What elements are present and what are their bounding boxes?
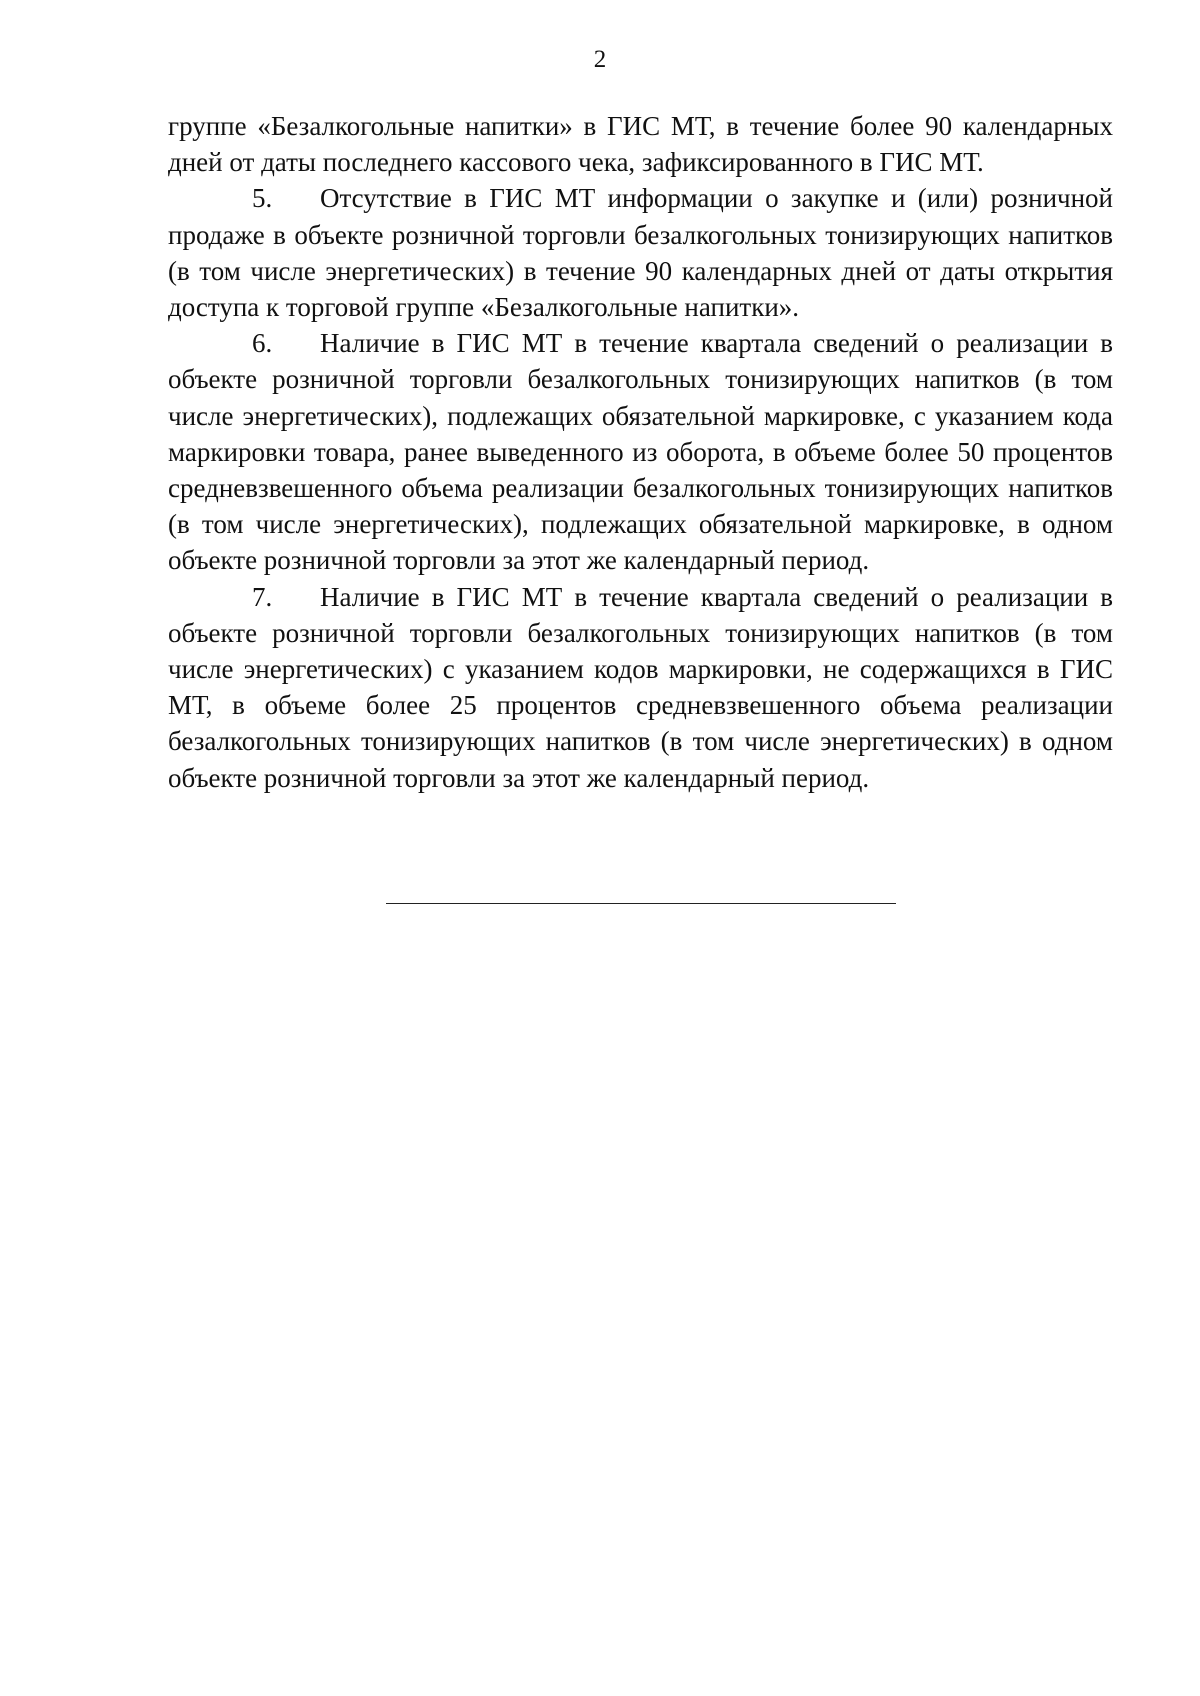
paragraph-text: Наличие в ГИС МТ в течение квартала сведений о реализации в объекте розничной торговли безалкогольных тонизирующих напитков (в том числе энергетических) с указанием кодов маркировки, не содержащихся в ГИС МТ, в объеме более 25 процентов средневзвешенного объема реализации безалкогольных тонизирующих напитков (в том числе энергетических) в одном объекте розничной торговли за этот же календарный период. [168, 581, 1113, 793]
item-number: 7. [252, 581, 273, 612]
end-of-document-rule [386, 903, 896, 904]
page-number: 2 [593, 46, 607, 73]
paragraph-item-6 [168, 325, 1113, 578]
item-number: 6. [252, 328, 273, 359]
paragraph-continuation [168, 108, 1113, 180]
paragraph-text: Отсутствие в ГИС МТ информации о закупке и (или) розничной продаже в объекте розничной торговли безалкогольных тонизирующих напитков (в том числе энергетических) в течение 90 календарных дней от даты открытия доступа к торговой группе «Безалкогольные напитки». [168, 183, 1113, 323]
item-number: 5. [252, 183, 273, 214]
document-body [168, 108, 1113, 796]
paragraph-text: группе «Безалкогольные напитки» в ГИС МТ, в течение более 90 календарных дней от даты последнего кассового чека, зафиксированного в ГИС МТ. [168, 111, 1113, 178]
paragraph-item-5 [168, 180, 1113, 325]
paragraph-item-7 [168, 579, 1113, 796]
paragraph-text: Наличие в ГИС МТ в течение квартала сведений о реализации в объекте розничной торговли безалкогольных тонизирующих напитков (в том числе энергетических), подлежащих обязательной маркировке, с указанием кода маркировки товара, ранее выведенного из оборота, в объеме более 50 процентов средневзвешенного объема реализации безалкогольных тонизирующих напитков (в том числе энергетических), подлежащих обязательной маркировке, в одном объекте розничной торговли за этот же календарный период. [168, 328, 1113, 576]
